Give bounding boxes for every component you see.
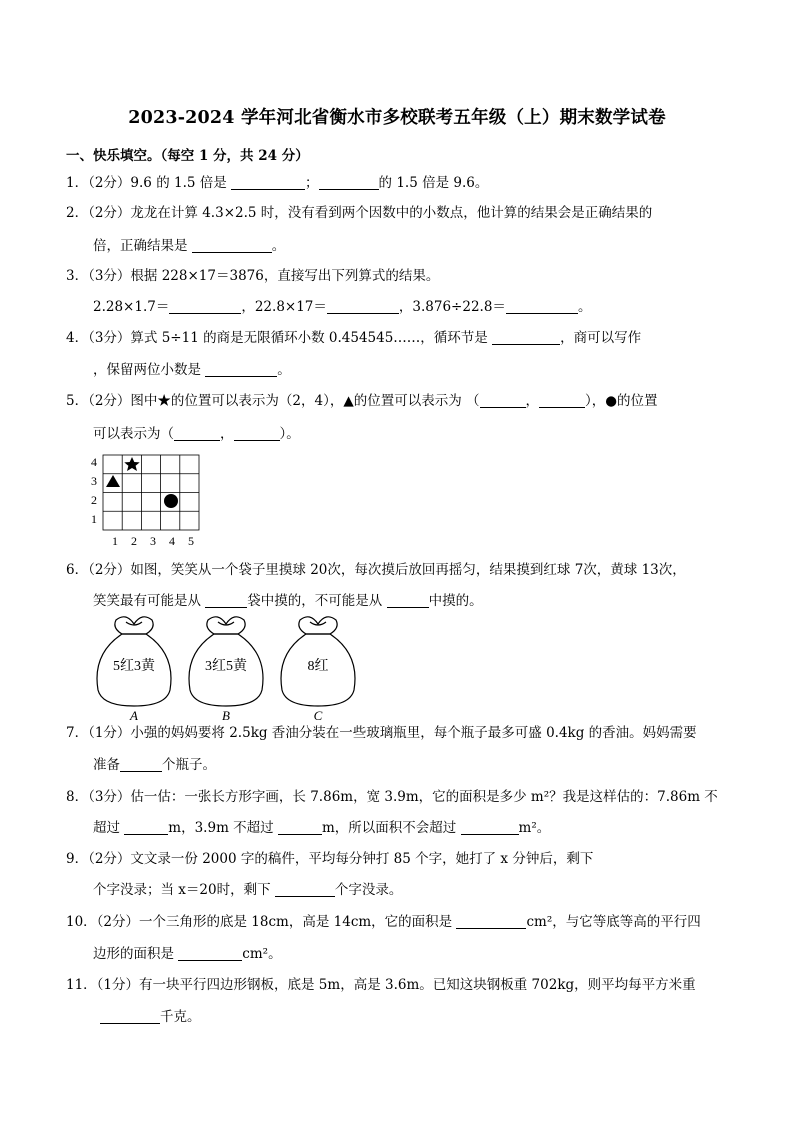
y-label: 3 bbox=[91, 474, 97, 488]
bag-c-text: 8红 bbox=[307, 659, 329, 674]
question-2: 2．（2分）龙龙在计算 4.3×2.5 时，没有看到两个因数中的小数点，他计算的结果会是正确结果的 bbox=[66, 205, 653, 221]
answer-blank[interactable] bbox=[492, 330, 560, 345]
answer-blank[interactable] bbox=[205, 593, 247, 608]
question-1: 1．（2分）9.6 的 1.5 倍是 ； 的 1.5 倍是 9.6。 bbox=[66, 175, 489, 191]
question-10: 10．（2分）一个三角形的底是 18cm，高是 14cm，它的面积是 cm²，与它等底等高的平行四 bbox=[66, 914, 701, 930]
x-label: 5 bbox=[188, 534, 194, 548]
answer-blank[interactable] bbox=[234, 426, 280, 441]
answer-blank[interactable] bbox=[319, 175, 379, 190]
question-10-cont: 边形的面积是 cm²。 bbox=[93, 946, 282, 962]
triangle-icon bbox=[106, 475, 120, 487]
y-label: 2 bbox=[91, 493, 97, 507]
bag-a-label: A bbox=[130, 708, 138, 723]
answer-blank[interactable] bbox=[178, 946, 242, 961]
question-5-cont: 可以表示为（ ， ）。 bbox=[93, 426, 300, 442]
x-label: 4 bbox=[169, 534, 175, 548]
question-11-cont: 千克。 bbox=[100, 1007, 201, 1027]
question-9: 9．（2分）文文录一份 2000 字的稿件，平均每分钟打 85 个字，她打了 x 分钟后，剩下 bbox=[66, 851, 594, 867]
answer-blank[interactable] bbox=[124, 820, 168, 835]
question-3-cont: 2.28×1.7＝ ，22.8×17＝ ，3.876÷22.8＝ 。 bbox=[93, 299, 592, 315]
answer-blank[interactable] bbox=[275, 882, 335, 897]
x-label: 3 bbox=[150, 534, 156, 548]
answer-blank[interactable] bbox=[480, 393, 526, 408]
question-7: 7．（1分）小强的妈妈要将 2.5kg 香油分装在一些玻璃瓶里，每个瓶子最多可盛 0.4kg 的香油。妈妈需要 bbox=[66, 725, 697, 741]
section-heading: 一、快乐填空。（每空 1 分，共 24 分） bbox=[66, 148, 309, 164]
question-3: 3．（3分）根据 228×17＝3876，直接写出下列算式的结果。 bbox=[66, 268, 440, 284]
answer-blank[interactable] bbox=[231, 175, 305, 190]
question-8-cont: 超过 m，3.9m 不超过 m，所以面积不会超过 m²。 bbox=[93, 820, 551, 836]
answer-blank[interactable] bbox=[174, 426, 220, 441]
answer-blank[interactable] bbox=[461, 820, 519, 835]
question-11: 11．（1分）有一块平行四边形钢板，底是 5m，高是 3.6m。已知这块钢板重 702kg，则平均每平方米重 bbox=[66, 977, 696, 993]
bag-c-label: C bbox=[313, 708, 323, 723]
answer-blank[interactable] bbox=[169, 299, 241, 314]
coordinate-grid bbox=[88, 452, 208, 552]
circle-icon bbox=[164, 494, 178, 508]
question-5: 5．（2分）图中★的位置可以表示为（2，4），▲的位置可以表示为 （ ， ），●的位置 bbox=[66, 393, 658, 409]
answer-blank[interactable] bbox=[205, 362, 277, 377]
y-label: 4 bbox=[91, 455, 97, 469]
answer-blank[interactable] bbox=[192, 238, 272, 253]
question-2-cont: 倍，正确结果是 。 bbox=[93, 238, 286, 254]
x-label: 2 bbox=[131, 534, 137, 548]
bag-a-text: 5红3黄 bbox=[113, 659, 155, 674]
answer-blank[interactable] bbox=[539, 393, 585, 408]
answer-blank[interactable] bbox=[278, 820, 322, 835]
exam-title: 2023-2024 学年河北省衡水市多校联考五年级（上）期末数学试卷 bbox=[128, 108, 666, 128]
question-4-cont: ，保留两位小数是 。 bbox=[93, 362, 291, 378]
answer-blank[interactable] bbox=[100, 1009, 160, 1024]
bags-figure bbox=[88, 612, 358, 724]
answer-blank[interactable] bbox=[456, 914, 526, 929]
star-icon bbox=[124, 457, 139, 471]
question-7-cont: 准备 个瓶子。 bbox=[93, 757, 216, 773]
x-label: 1 bbox=[112, 534, 118, 548]
bag-b-label: B bbox=[222, 708, 230, 723]
question-9-cont: 个字没录；当 x＝20时，剩下 个字没录。 bbox=[93, 882, 403, 898]
bag-b-text: 3红5黄 bbox=[205, 659, 247, 674]
question-4: 4．（3分）算式 5÷11 的商是无限循环小数 0.454545……，循环节是 ，商可以写作 bbox=[66, 330, 642, 346]
y-label: 1 bbox=[91, 512, 97, 526]
answer-blank[interactable] bbox=[387, 593, 429, 608]
answer-blank[interactable] bbox=[327, 299, 399, 314]
question-6: 6．（2分）如图，笑笑从一个袋子里摸球 20次，每次摸后放回再摇匀，结果摸到红球 7次，黄球 13次， bbox=[66, 562, 686, 578]
question-6-cont: 笑笑最有可能是从 袋中摸的，不可能是从 中摸的。 bbox=[93, 593, 483, 609]
answer-blank[interactable] bbox=[506, 299, 578, 314]
answer-blank[interactable] bbox=[120, 757, 162, 772]
question-8: 8．（3分）估一估：一张长方形字画，长 7.86m，宽 3.9m，它的面积是多少 m²？我是这样估的：7.86m 不 bbox=[66, 789, 718, 805]
